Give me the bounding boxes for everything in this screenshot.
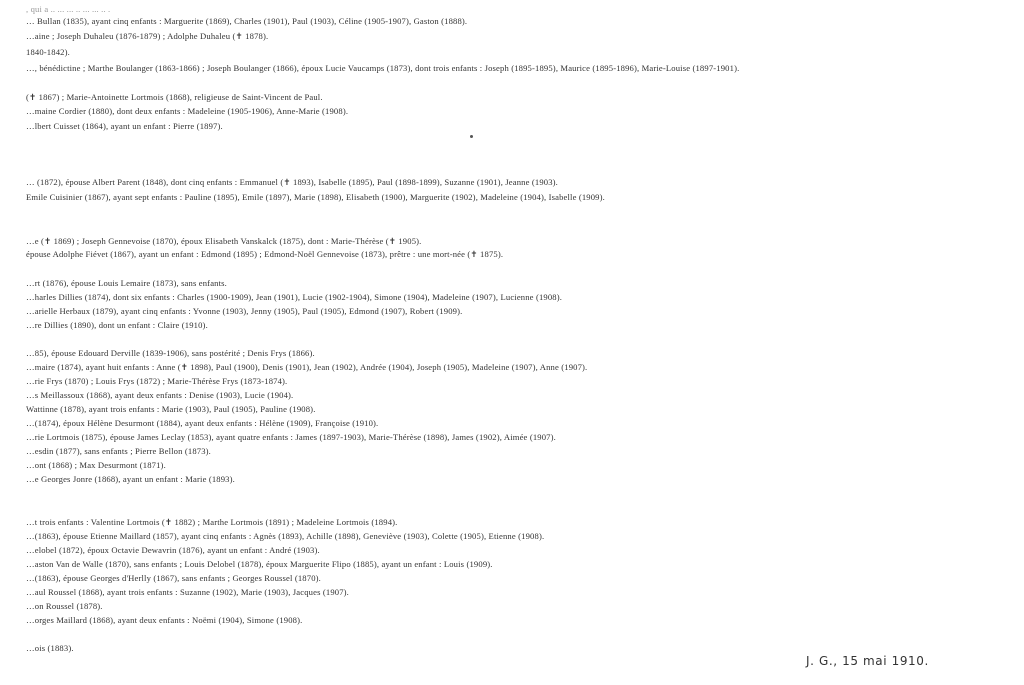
text-line: …ois (1883). (26, 643, 74, 653)
text-line: …elobel (1872), époux Octavie Dewavrin (1876), ayant un enfant : André (1903). (26, 545, 320, 555)
text-line: …lbert Cuisset (1864), ayant un enfant : Pierre (1897). (26, 121, 223, 131)
text-line: …aine ; Joseph Duhaleu (1876-1879) ; Adolphe Duhaleu (✝ 1878). (26, 31, 269, 41)
text-line: …rt (1876), épouse Louis Lemaire (1873), sans enfants. (26, 278, 227, 288)
text-line: 1840-1842). (26, 47, 70, 57)
text-line: …aul Roussel (1868), ayant trois enfants : Suzanne (1902), Marie (1903), Jacques (1907). (26, 587, 349, 597)
text-line: …e Georges Jonre (1868), ayant un enfant : Marie (1893). (26, 474, 235, 484)
text-line: … (1872), épouse Albert Parent (1848), dont cinq enfants : Emmanuel (✝ 1893), Isabelle (1895), Paul (1898-1899), Suzanne (1901), Jeanne (1903). (26, 177, 558, 187)
text-line: …on Roussel (1878). (26, 601, 103, 611)
text-line: …rie Frys (1870) ; Louis Frys (1872) ; Marie-Thérèse Frys (1873-1874). (26, 376, 288, 386)
text-line: …maine Cordier (1880), dont deux enfants : Madeleine (1905-1906), Anne-Marie (1908). (26, 106, 349, 116)
text-line: , qui a .. ... ... .. ... ... .. . (26, 4, 111, 14)
text-line: …(1863), épouse Georges d'Herlly (1867), sans enfants ; Georges Roussel (1870). (26, 573, 321, 583)
text-line: … Bullan (1835), ayant cinq enfants : Marguerite (1869), Charles (1901), Paul (1903), Céline (1905-1907), Gaston (1888). (26, 16, 468, 26)
text-line: …aston Van de Walle (1870), sans enfants ; Louis Delobel (1878), époux Marguerite Flipo (1885), ayant un enfant : Louis (1909). (26, 559, 493, 569)
text-line: …ont (1868) ; Max Desurmont (1871). (26, 460, 166, 470)
text-line: Wattinne (1878), ayant trois enfants : Marie (1903), Paul (1905), Pauline (1908). (26, 404, 316, 414)
text-line: …t trois enfants : Valentine Lortmois (✝ 1882) ; Marthe Lortmois (1891) ; Madeleine Lortmois (1894). (26, 517, 398, 527)
text-line: Emile Cuisinier (1867), ayant sept enfants : Pauline (1895), Emile (1897), Marie (1898), Elisabeth (1900), Marguerite (1902), Madeleine (1904), Isabelle (1909). (26, 192, 605, 202)
text-line: …re Dillies (1890), dont un enfant : Claire (1910). (26, 320, 208, 330)
text-line: …orges Maillard (1868), ayant deux enfants : Noëmi (1904), Simone (1908). (26, 615, 303, 625)
text-line: épouse Adolphe Fiévet (1867), ayant un enfant : Edmond (1895) ; Edmond-Noël Gennevoise (1873), prêtre : une mort-née (✝ 1875). (26, 249, 504, 259)
text-line: …esdin (1877), sans enfants ; Pierre Bellon (1873). (26, 446, 211, 456)
signature-date: J. G., 15 mai 1910. (806, 654, 929, 668)
text-line: …e (✝ 1869) ; Joseph Gennevoise (1870), époux Elisabeth Vanskalck (1875), dont : Marie-Thérèse (✝ 1905). (26, 236, 422, 246)
text-line: …(1863), épouse Etienne Maillard (1857), ayant cinq enfants : Agnès (1893), Achille (1898), Geneviève (1903), Colette (1905), Etienne (1908). (26, 531, 545, 541)
text-line: …maire (1874), ayant huit enfants : Anne (✝ 1898), Paul (1900), Denis (1901), Jean (1902), Andrée (1904), Joseph (1905), Madeleine (1907), Anne (1907). (26, 362, 588, 372)
text-line: (✝ 1867) ; Marie-Antoinette Lortmois (1868), religieuse de Saint-Vincent de Paul. (26, 92, 323, 102)
text-line: …, bénédictine ; Marthe Boulanger (1863-1866) ; Joseph Boulanger (1866), époux Lucie Vaucamps (1873), dont trois enfants : Joseph (1895-1895), Maurice (1895-1896), Marie-Louise (1897-1901). (26, 63, 740, 73)
text-line: …85), épouse Edouard Derville (1839-1906), sans postérité ; Denis Frys (1866). (26, 348, 315, 358)
text-line: …harles Dillies (1874), dont six enfants : Charles (1900-1909), Jean (1901), Lucie (1902-1904), Simone (1904), Madeleine (1907), Lucienne (1908). (26, 292, 563, 302)
text-line: …rie Lortmois (1875), épouse James Leclay (1853), ayant quatre enfants : James (1897-1903), Marie-Thérèse (1898), James (1902), Aimée (1907). (26, 432, 556, 442)
ink-speck (470, 135, 473, 138)
text-line: …(1874), époux Hélène Desurmont (1884), ayant deux enfants : Hélène (1909), Françoise (1910). (26, 418, 379, 428)
text-line: …s Meillassoux (1868), ayant deux enfants : Denise (1903), Lucie (1904). (26, 390, 294, 400)
text-line: …arielle Herbaux (1879), ayant cinq enfants : Yvonne (1903), Jenny (1905), Paul (1905), Edmond (1907), Robert (1909). (26, 306, 463, 316)
